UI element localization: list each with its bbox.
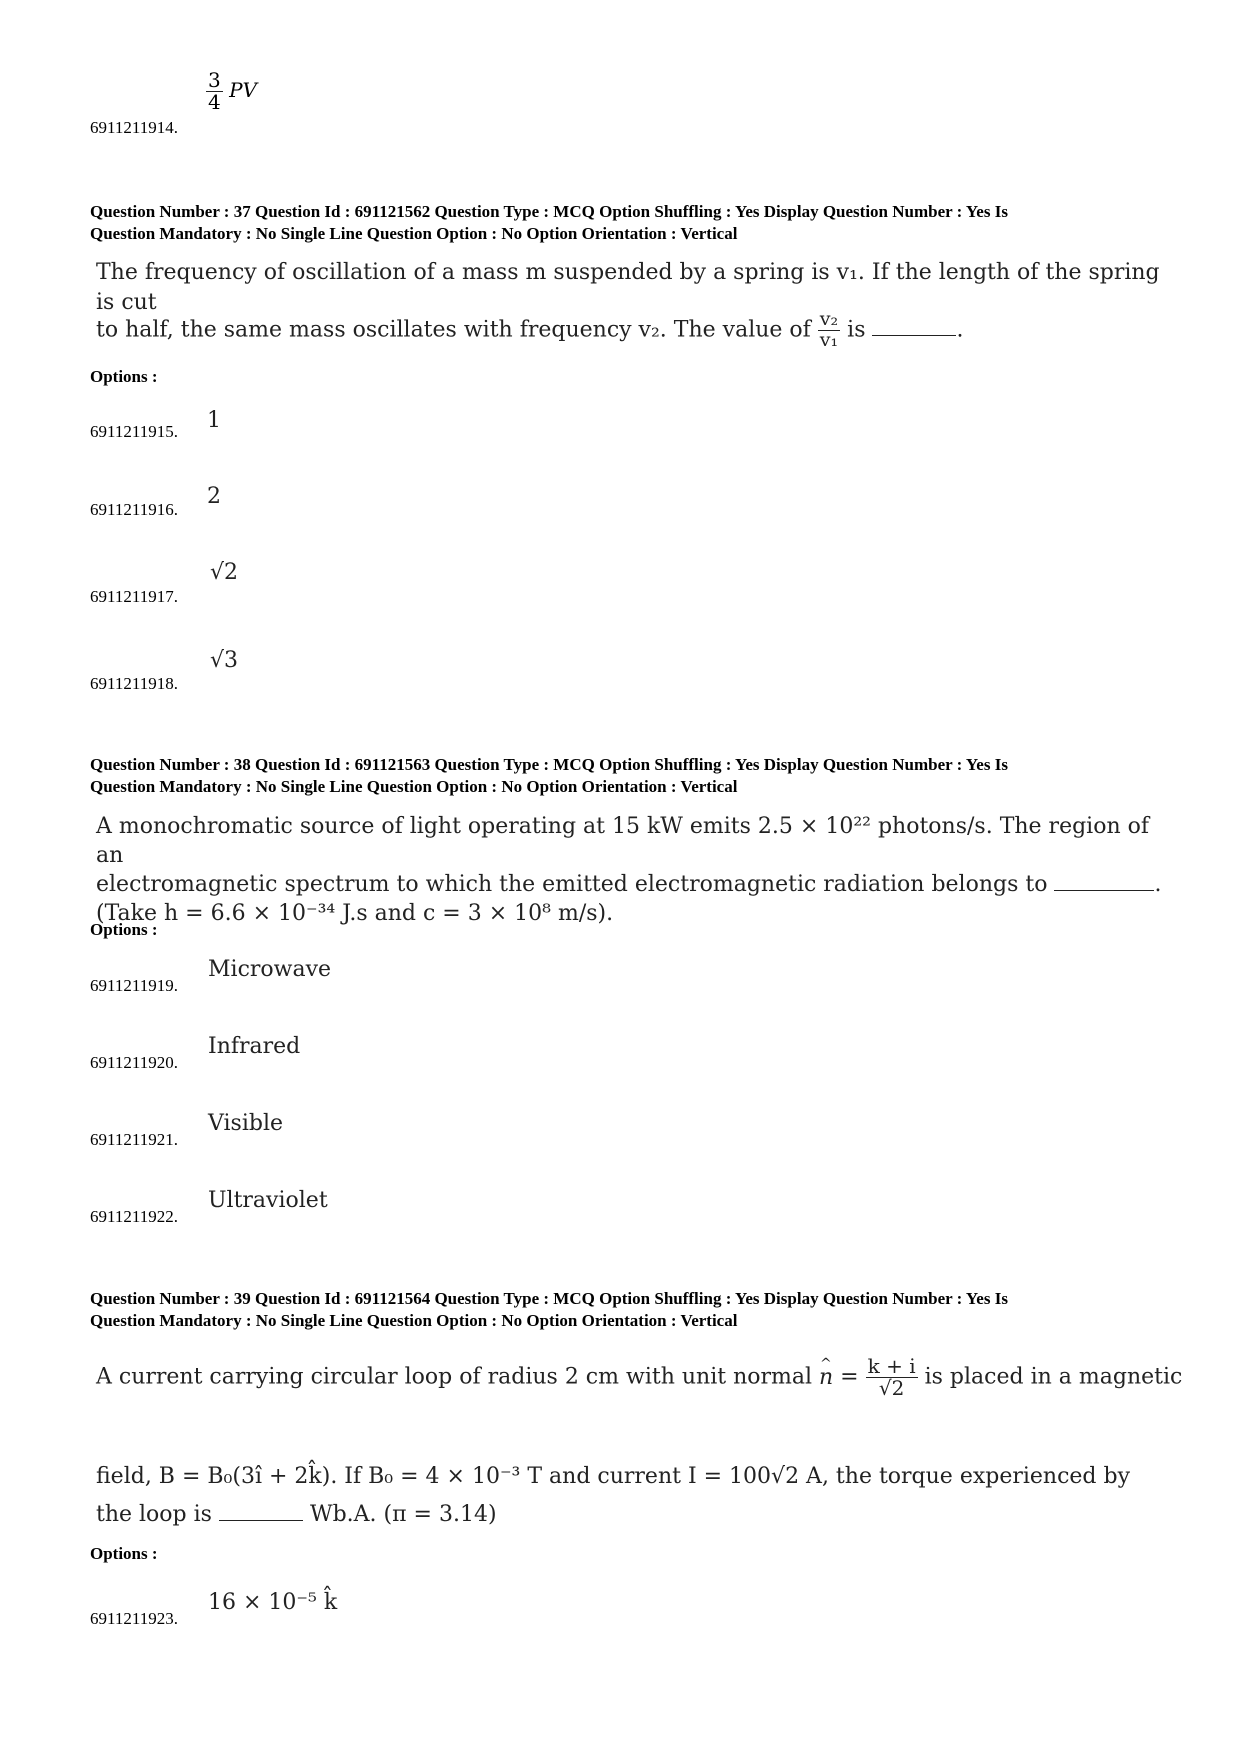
option-value: Ultraviolet xyxy=(208,1188,328,1213)
option-id: 6911211919. xyxy=(90,976,178,995)
question-37-text xyxy=(96,258,1176,318)
option-value: √3 xyxy=(210,648,239,673)
ratio-fraction: $\frac{\text{v₂}}{\text{v₁}}$ xyxy=(819,308,839,351)
options-label: Options : xyxy=(90,920,158,939)
option-value: Infrared xyxy=(208,1034,301,1059)
question-text-line: (Take h = 6.6 × 10⁻³⁴ J.s and c = 3 × 10⁸ m/s). xyxy=(96,901,614,926)
option-value: 2 xyxy=(207,484,221,509)
answer-blank xyxy=(1054,872,1154,891)
option-id: 6911211918. xyxy=(90,674,178,693)
option-value: 16 × 10⁻⁵ k̂ xyxy=(208,1590,338,1615)
fraction-numerator: 3 xyxy=(208,68,221,92)
question-39-meta: Question Number : 39 Question Id : 691121564 Question Type : MCQ Option Shuffling : Yes Display Question Number : Yes Is Question Mandatory : No Single Line Question Option : No Option Orientation : Vertical xyxy=(90,1289,1008,1330)
unit-normal-symbol: ^ n xyxy=(819,1363,833,1393)
question-text-line: A monochromatic source of light operating at 15 kW emits 2.5 × 10²² photons/s. The region of an xyxy=(96,814,1150,868)
question-text-line: The frequency of oscillation of a mass m suspended by a spring is v₁. If the length of the spring is cut xyxy=(96,260,1160,315)
options-label: Options : xyxy=(90,367,158,386)
option-value: 1 xyxy=(207,408,221,433)
question-38-text xyxy=(96,812,1176,928)
option-id: 6911211921. xyxy=(90,1130,178,1149)
option-id: 6911211914. xyxy=(90,118,178,137)
option-value: Visible xyxy=(208,1111,284,1136)
question-text-line: field, B = B₀(3î + 2k̂). If B₀ = 4 × 10⁻³ T and current I = 100√2 A, the torque experienced by xyxy=(96,1464,1131,1489)
answer-blank xyxy=(872,317,956,336)
option-id: 6911211916. xyxy=(90,500,178,519)
question-text-line: the loop is Wb.A. (π = 3.14) xyxy=(96,1502,497,1527)
option-id: 6911211917. xyxy=(90,587,178,606)
option-id: 6911211922. xyxy=(90,1207,178,1226)
question-38-meta: Question Number : 38 Question Id : 691121563 Question Type : MCQ Option Shuffling : Yes Display Question Number : Yes Is Question Mandatory : No Single Line Question Option : No Option Orientation : Vertical xyxy=(90,755,1008,796)
option-id: 6911211915. xyxy=(90,422,178,441)
question-37-text-line2: to half, the same mass oscillates with frequency v₂. The value of $\frac{\text{v₂}}{\text{v₁}}$ is . xyxy=(96,308,964,351)
options-label: Options : xyxy=(90,1544,158,1563)
option-id: 6911211923. xyxy=(90,1609,178,1628)
option-value-suffix: PV xyxy=(229,78,257,102)
question-37-meta: Question Number : 37 Question Id : 691121562 Question Type : MCQ Option Shuffling : Yes Display Question Number : Yes Is Question Mandatory : No Single Line Question Option : No Option Orientation : Vertical xyxy=(90,202,1008,243)
question-39-text xyxy=(96,1458,1196,1534)
fraction-denominator: 4 xyxy=(208,90,221,114)
option-id: 6911211920. xyxy=(90,1053,178,1072)
option-value xyxy=(206,70,257,113)
normal-fraction: $\frac{k + i}{√2}$ xyxy=(867,1354,916,1400)
answer-blank xyxy=(219,1502,303,1521)
question-39-text-line1: A current carrying circular loop of radius 2 cm with unit normal ^ n = $\frac{k + i}{√2}$ is placed in a magnetic xyxy=(96,1356,1196,1399)
option-value: √2 xyxy=(210,560,239,585)
option-value: Microwave xyxy=(208,957,332,982)
question-text-line: electromagnetic spectrum to which the emitted electromagnetic radiation belongs to . xyxy=(96,872,1162,897)
